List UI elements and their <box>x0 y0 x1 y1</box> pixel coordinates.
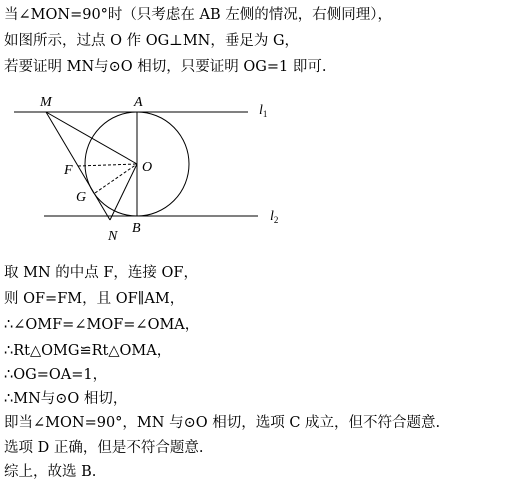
label-m: M <box>40 95 52 110</box>
segment-mo <box>46 112 137 164</box>
label-g: G <box>76 190 87 205</box>
label-f: F <box>64 163 73 178</box>
intro-line-1: 当∠MON=90°时（只考虑在 AB 左侧的情况，右侧同理）， <box>4 7 393 23</box>
proof-line-1: 取 MN 的中点 F，连接 OF， <box>4 265 198 281</box>
geometry-figure <box>0 86 300 246</box>
label-b: B <box>132 221 141 236</box>
segment-of-dashed <box>78 164 137 166</box>
intro-line-2: 如图所示，过点 O 作 OG⊥MN，垂足为 G， <box>4 33 300 49</box>
label-l2: $l_2$ <box>270 209 279 225</box>
segment-og-dashed <box>95 164 137 193</box>
proof-line-9: 综上，故选 B. <box>4 464 97 480</box>
proof-line-5: ∴OG=OA=1， <box>4 367 108 383</box>
proof-line-2: 则 OF=FM，且 OF∥AM， <box>4 291 185 307</box>
proof-line-8: 选项 D 正确，但是不符合题意. <box>4 440 204 456</box>
label-a: A <box>134 95 143 110</box>
proof-line-7: 即当∠MON=90°，MN 与⊙O 相切，选项 C 成立，但不符合题意. <box>4 415 441 431</box>
proof-line-3: ∴∠OMF=∠MOF=∠OMA， <box>4 317 200 333</box>
label-n: N <box>108 229 118 244</box>
intro-line-3: 若要证明 MN与⊙O 相切，只要证明 OG=1 即可. <box>4 59 327 75</box>
segment-no <box>110 164 137 220</box>
proof-line-6: ∴MN与⊙O 相切， <box>4 391 128 407</box>
label-o: O <box>142 160 153 175</box>
label-l1: $l_1$ <box>259 103 268 119</box>
proof-line-4: ∴Rt△OMG≌Rt△OMA， <box>4 343 172 359</box>
